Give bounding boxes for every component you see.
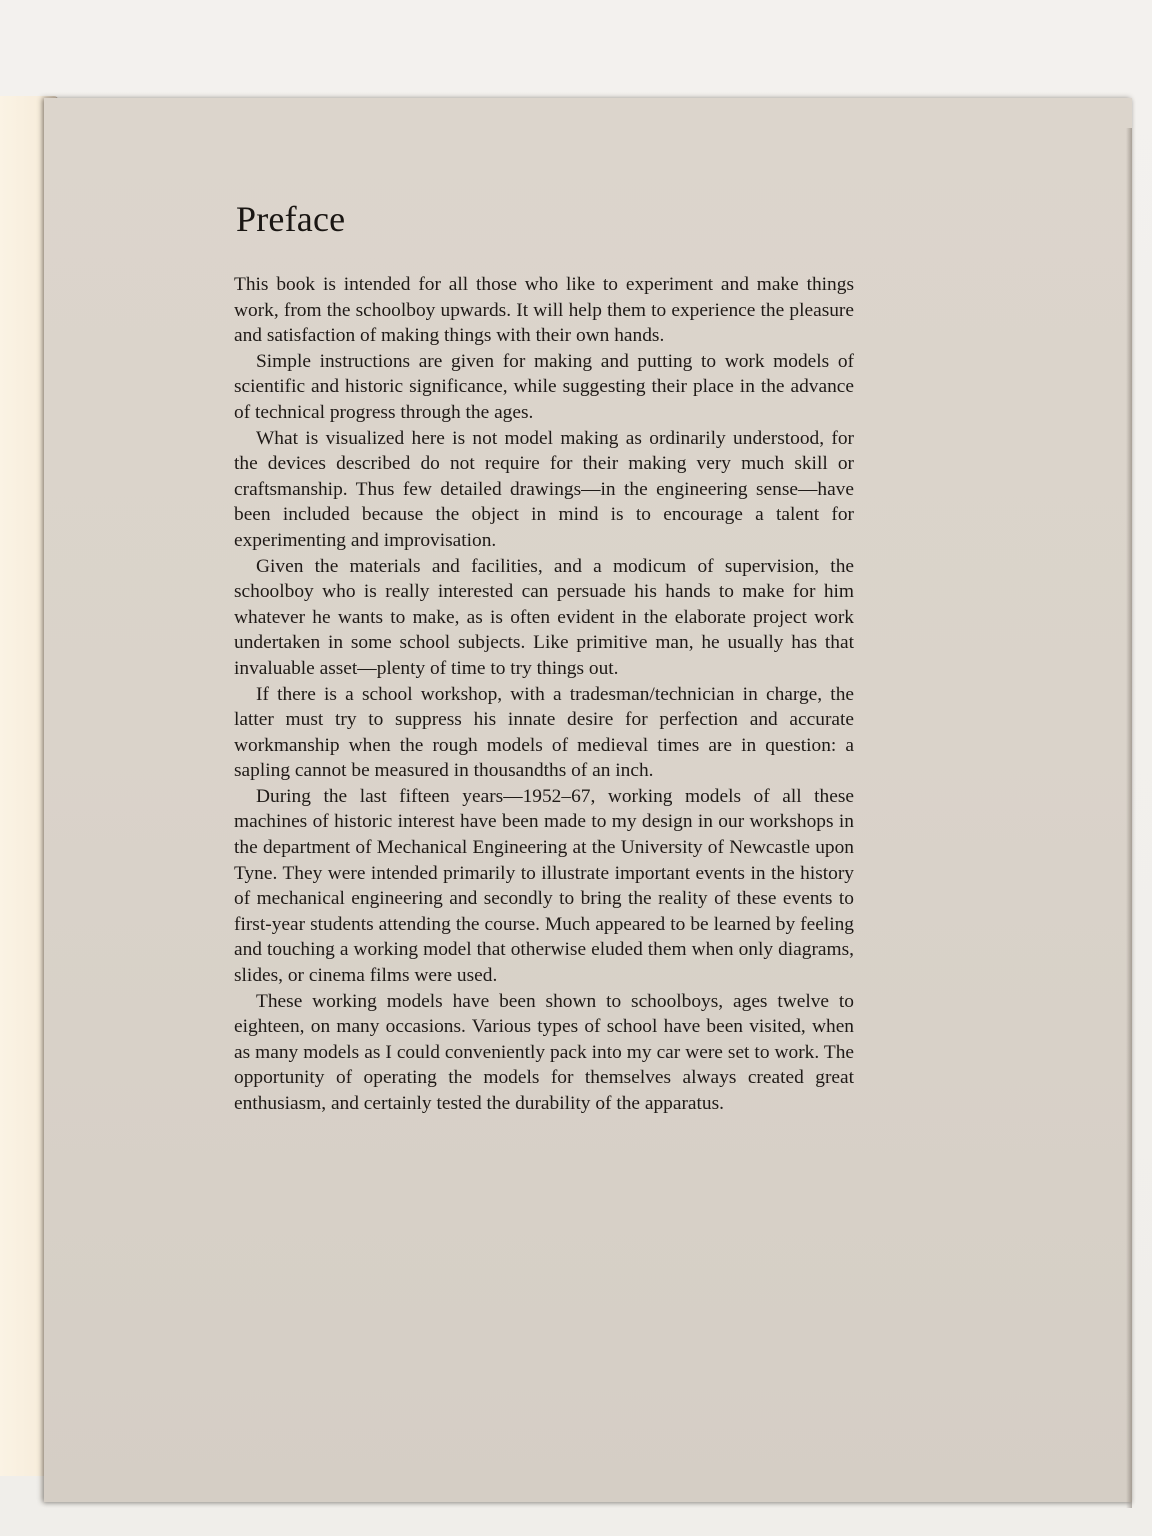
paragraph-7: These working models have been shown to schoolboys, ages twelve to eighteen, on many occasions. Various types of school have been visited, when as many models as I could conveniently pack into my car were set to work. The opportunity of operating the models for themselves always created great enthusiasm, and certainly tested the durability of the apparatus. xyxy=(234,990,854,1114)
paragraph-3: What is visualized here is not model making as ordinarily understood, for the devices described do not require for their making very much skill or craftsmanship. Thus few detailed drawings—in the engineering sense—have been included because the object in mind is to encourage a talent for experimenting and improvisation. xyxy=(234,427,854,551)
page-title: Preface xyxy=(236,199,346,239)
paragraph-1: This book is intended for all those who like to experiment and make things work, from the schoolboy upwards. It will help them to experience the pleasure and satisfaction of making things with their own hands. xyxy=(234,274,854,347)
paragraph-4: Given the materials and facilities, and a modicum of supervision, the schoolboy who is really interested can persuade his hands to make for him whatever he wants to make, as is often evident in the elaborate project work undertaken in some school subjects. Like primitive man, he usually has that invaluable asset—plenty of time to try things out. xyxy=(234,555,854,679)
paragraph-6: During the last fifteen years—1952–67, working models of all these machines of historic interest have been made to my design in our workshops in the department of Mechanical Engineering at the University of Newcastle upon Tyne. They were intended primarily to illustrate important events in the history of mechanical engineering and secondly to bring the reality of these events to first-year students attending the course. Much appeared to be learned by feeling and touching a working model that otherwise eluded them when only diagrams, slides, or cinema films were used. xyxy=(234,785,854,987)
page-content xyxy=(234,198,854,1117)
paragraph-2: Simple instructions are given for making and putting to work models of scientific and historic significance, while suggesting their place in the advance of technical progress through the ages. xyxy=(234,350,854,423)
paragraph-5: If there is a school workshop, with a tradesman/technician in charge, the latter must try to suppress his innate desire for perfection and accurate workmanship when the rough models of medieval times are in question: a sapling cannot be measured in thousandths of an inch. xyxy=(234,683,854,782)
book-page xyxy=(44,98,1132,1502)
